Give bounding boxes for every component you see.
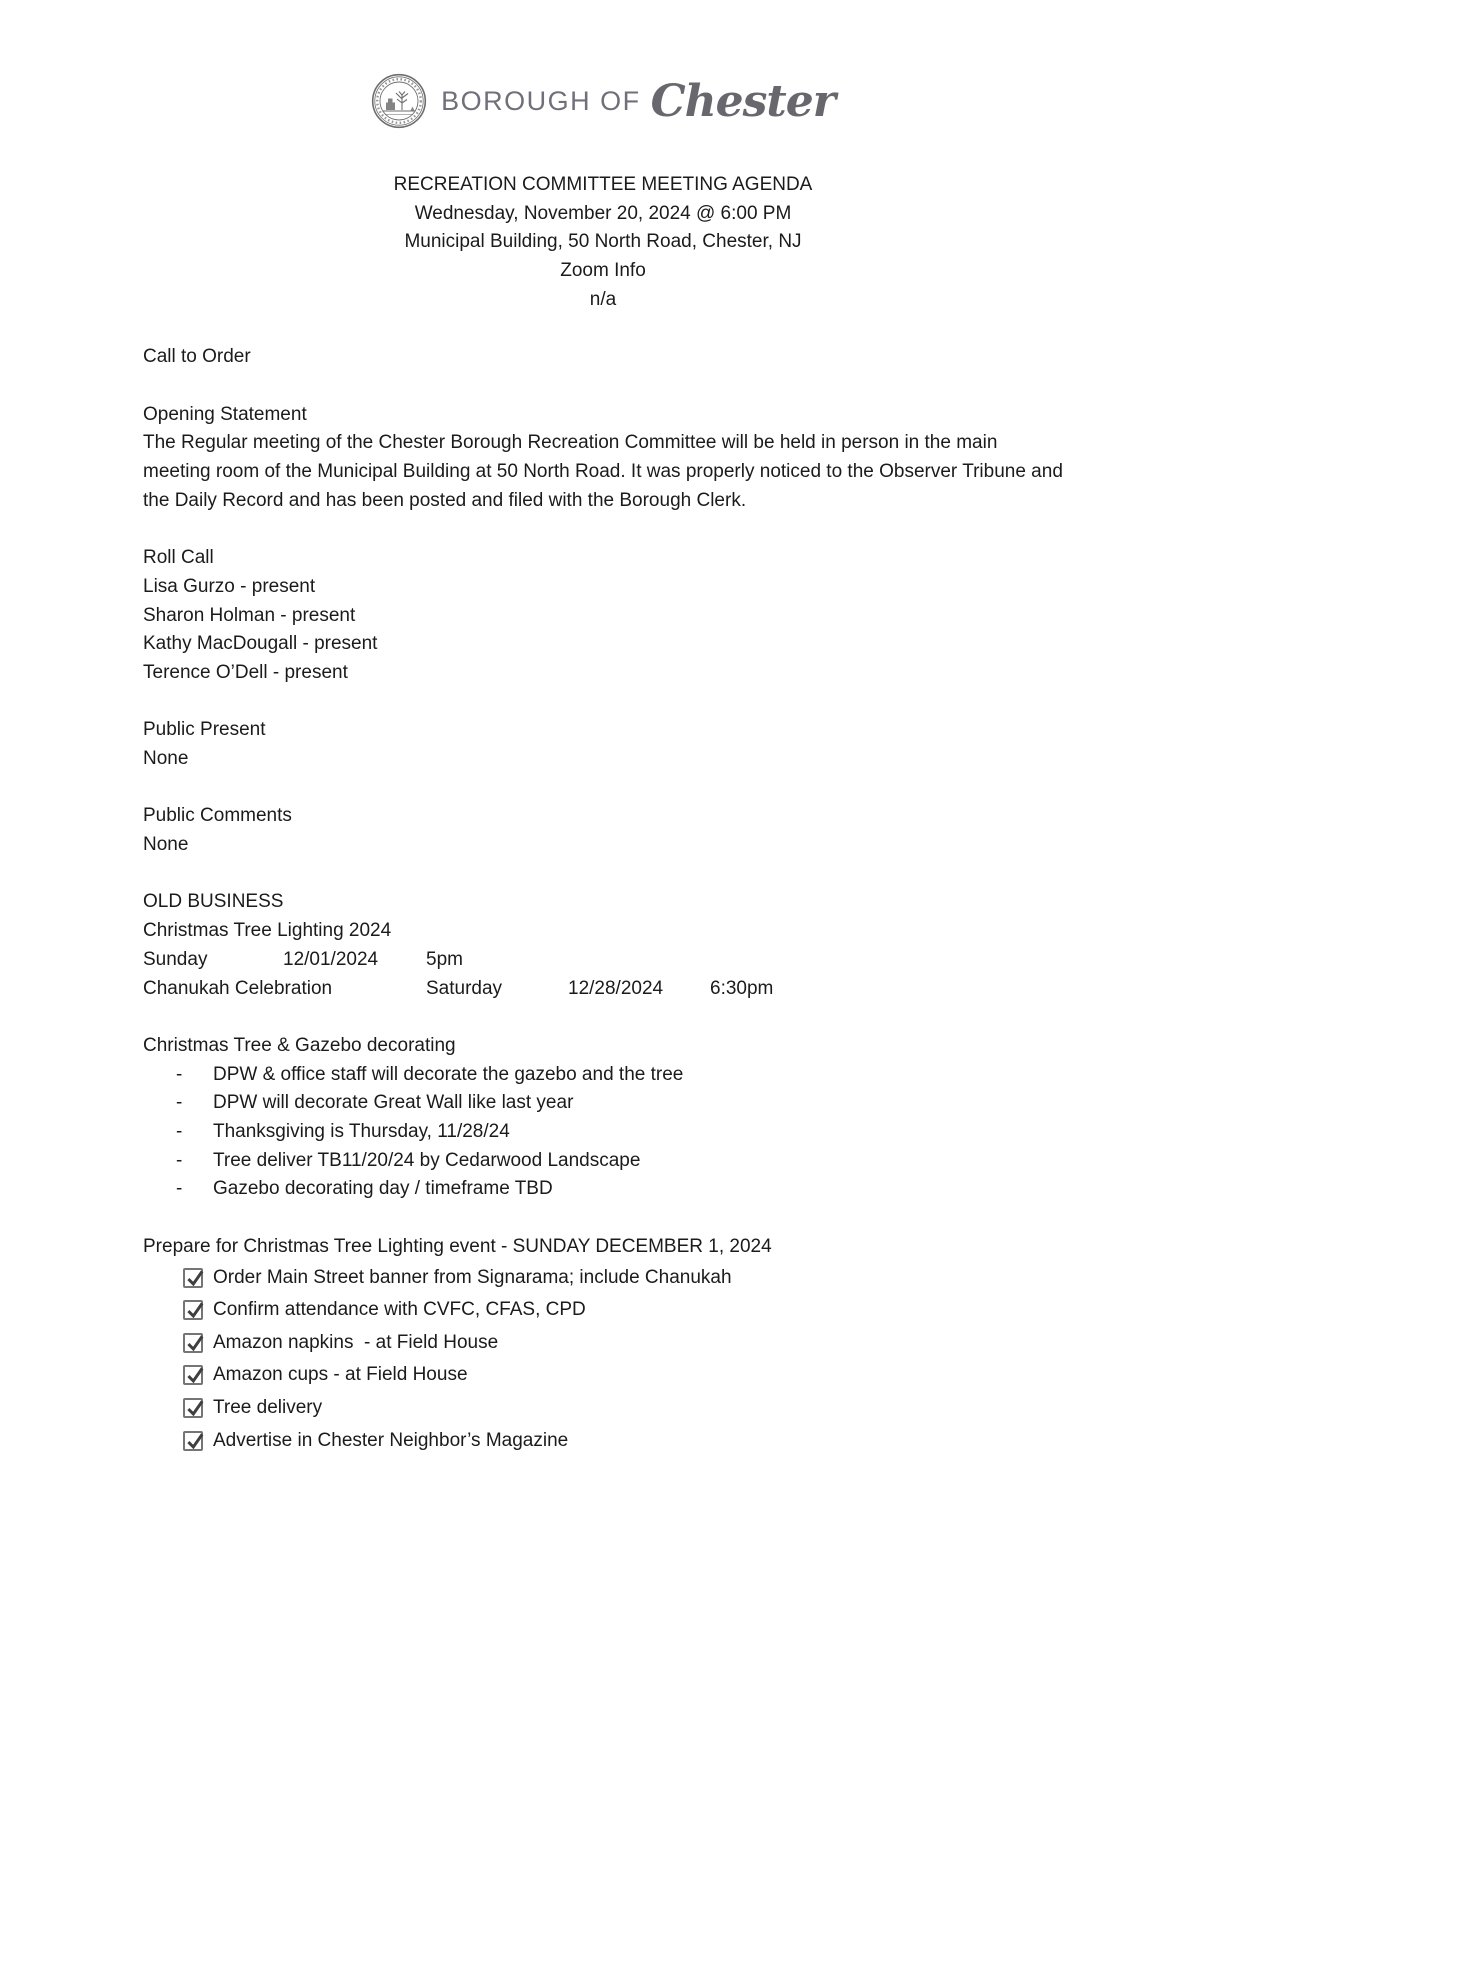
checklist-item: [143, 1327, 1063, 1360]
roll-call-member: Kathy MacDougall - present: [143, 633, 378, 655]
dash-bullet-icon: -: [176, 1092, 183, 1114]
list-item-text: DPW & office staff will decorate the gazebo and the tree: [213, 1063, 684, 1085]
old-business-heading: OLD BUSINESS: [143, 891, 284, 913]
schedule-row: [143, 975, 1063, 1004]
checklist-label: Tree delivery: [213, 1396, 323, 1418]
list-item: [143, 1061, 1063, 1090]
schedule-cell: Saturday: [426, 977, 503, 999]
public-present-heading: Public Present: [143, 719, 266, 741]
checkbox-checked-icon[interactable]: [183, 1300, 203, 1320]
opening-statement-body: The Regular meeting of the Chester Borough Recreation Committee will be held in person in the main meeting room of the Municipal Building at 50 North Road. It was properly noticed to the Observer Tribune and the Daily Record and has been posted and filed with the Borough Clerk.: [143, 432, 1063, 511]
checklist-item: [143, 1262, 1063, 1295]
list-item-text: Gazebo decorating day / timeframe TBD: [213, 1178, 553, 1200]
checklist-item: [143, 1392, 1063, 1425]
old-business-event-title: Christmas Tree Lighting 2024: [143, 920, 392, 942]
schedule-cell: Chanukah Celebration: [143, 977, 333, 999]
borough-seal-icon: [371, 73, 427, 129]
checklist-label: Advertise in Chester Neighbor’s Magazine: [213, 1429, 569, 1451]
roll-call-member: Lisa Gurzo - present: [143, 575, 316, 597]
meeting-location: Municipal Building, 50 North Road, Chester, NJ: [404, 231, 802, 253]
dash-bullet-icon: -: [176, 1178, 183, 1200]
prepare-heading: Prepare for Christmas Tree Lighting event - SUNDAY DECEMBER 1, 2024: [143, 1235, 772, 1257]
checkbox-checked-icon[interactable]: [183, 1398, 203, 1418]
list-item: [143, 1175, 1063, 1204]
public-comments-heading: Public Comments: [143, 805, 292, 827]
title-block: [143, 171, 1063, 315]
checklist-label: Amazon napkins - at Field House: [213, 1331, 499, 1353]
list-item-text: Thanksgiving is Thursday, 11/28/24: [213, 1121, 510, 1143]
dash-bullet-icon: -: [176, 1121, 183, 1143]
roll-call-member: Terence O’Dell - present: [143, 661, 348, 683]
checklist-label: Confirm attendance with CVFC, CFAS, CPD: [213, 1299, 586, 1321]
borough-logo: [143, 72, 1063, 130]
wordmark: [441, 76, 835, 127]
schedule-cell: 5pm: [426, 948, 463, 970]
checklist-label: Amazon cups - at Field House: [213, 1364, 468, 1386]
schedule-cell: 12/01/2024: [283, 948, 379, 970]
checklist-item: [143, 1359, 1063, 1392]
document-page: [143, 72, 1063, 1457]
checkbox-checked-icon[interactable]: [183, 1268, 203, 1288]
list-item: [143, 1147, 1063, 1176]
opening-statement-heading: Opening Statement: [143, 403, 307, 425]
checkbox-checked-icon[interactable]: [183, 1365, 203, 1385]
list-item: [143, 1089, 1063, 1118]
checkbox-checked-icon[interactable]: [183, 1431, 203, 1451]
zoom-info-label: Zoom Info: [560, 260, 646, 282]
checkbox-checked-icon[interactable]: [183, 1333, 203, 1353]
schedule-cell: Sunday: [143, 948, 208, 970]
list-item-text: Tree deliver TB11/20/24 by Cedarwood Landscape: [213, 1149, 641, 1171]
dash-bullet-icon: -: [176, 1149, 183, 1171]
wordmark-prefix: BOROUGH OF: [441, 85, 641, 116]
roll-call-member: Sharon Holman - present: [143, 604, 356, 626]
call-to-order-heading: Call to Order: [143, 346, 251, 368]
public-comments-value: None: [143, 834, 189, 856]
public-present-value: None: [143, 748, 189, 769]
checklist-label: Order Main Street banner from Signarama; include Chanukah: [213, 1266, 732, 1288]
dash-bullet-icon: -: [176, 1063, 183, 1085]
schedule-cell: 12/28/2024: [568, 977, 664, 999]
list-item-text: DPW will decorate Great Wall like last year: [213, 1092, 574, 1114]
schedule-cell: 6:30pm: [710, 977, 774, 999]
schedule-row: [143, 946, 1063, 975]
checklist-item: [143, 1294, 1063, 1327]
decorating-heading: Christmas Tree & Gazebo decorating: [143, 1034, 456, 1056]
checklist-item: [143, 1425, 1063, 1458]
list-item: [143, 1118, 1063, 1147]
page-title: RECREATION COMMITTEE MEETING AGENDA: [393, 174, 813, 195]
meeting-datetime: Wednesday, November 20, 2024 @ 6:00 PM: [414, 202, 792, 224]
wordmark-name: Chester: [650, 75, 835, 127]
zoom-info-value: n/a: [589, 288, 617, 310]
roll-call-heading: Roll Call: [143, 547, 214, 569]
